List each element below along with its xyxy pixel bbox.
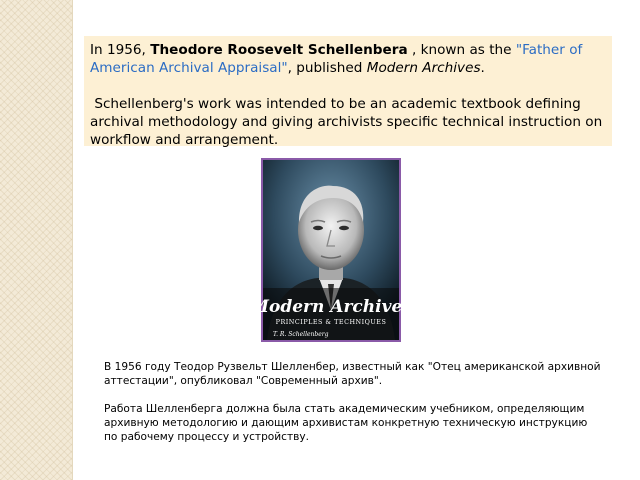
russian-translation xyxy=(104,360,604,444)
portrait-right-eye xyxy=(339,226,349,230)
russian-gap xyxy=(104,388,604,402)
cover-author: T. R. Schellenberg xyxy=(273,331,329,338)
paragraph-spacer xyxy=(90,77,606,95)
russian-paragraph-1: В 1956 году Теодор Рузвельт Шелленбер, известный как "Отец американской архивной аттестации", опубликовал "Современный архив". xyxy=(104,361,601,387)
intro-mid: , known as the xyxy=(407,42,516,58)
english-text-box xyxy=(84,36,612,146)
russian-paragraph-2: Работа Шелленберга должна была стать академическим учебником, определяющим архивную методологию и дающим архивистам конкретную техническую инструкцию по рабочему процессу и устройству. xyxy=(104,403,588,443)
intro-prefix: In 1956, xyxy=(90,42,151,58)
intro-after: , published xyxy=(287,60,367,76)
decorative-side-stripe xyxy=(0,0,73,480)
cover-title: Modern Archives xyxy=(250,297,412,317)
portrait-left-eye xyxy=(313,226,323,230)
author-name: Theodore Roosevelt Schellenbera xyxy=(150,42,408,58)
second-paragraph: Schellenberg's work was intended to be an academic textbook defining archival methodology and giving archivists specific technical instruction on workflow and arrangement. xyxy=(90,96,607,148)
father-quote: "Father of American Archival Appraisal" xyxy=(90,42,583,76)
book-title: Modern Archives xyxy=(366,60,481,76)
book-cover-image xyxy=(250,158,412,342)
cover-subtitle: PRINCIPLES & TECHNIQUES xyxy=(275,318,387,326)
intro-end: . xyxy=(480,60,485,76)
intro-paragraph xyxy=(90,41,606,77)
